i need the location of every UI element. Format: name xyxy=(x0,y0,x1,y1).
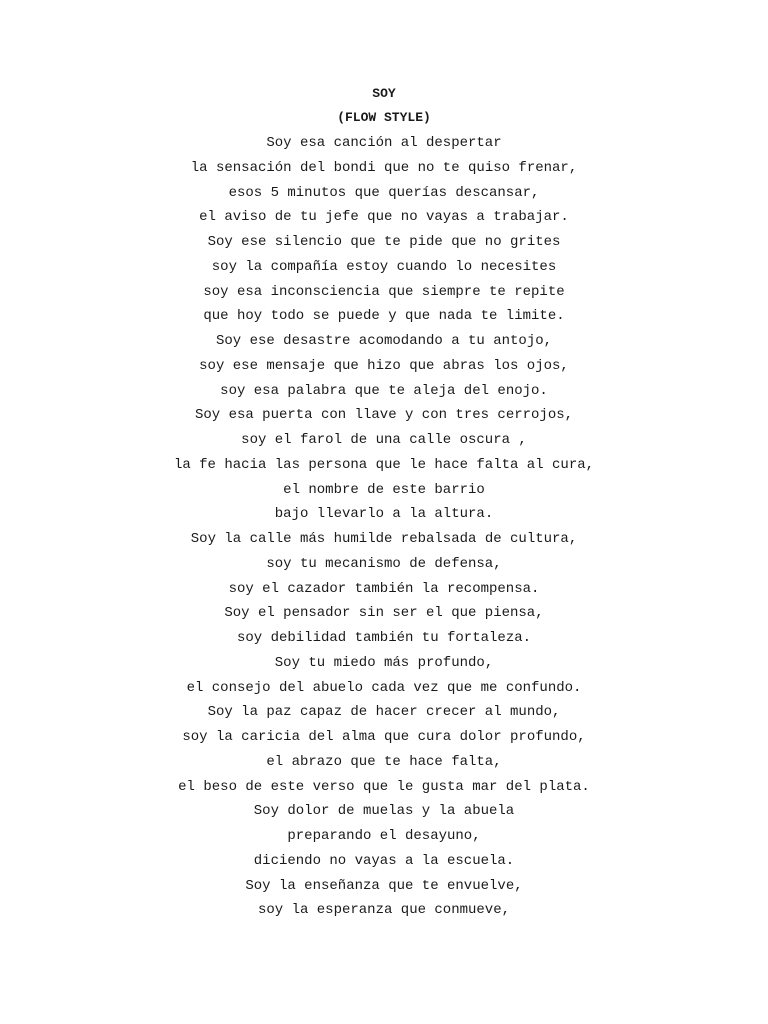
lyric-line: Soy esa canción al despertar xyxy=(266,135,502,151)
lyric-line: el aviso de tu jefe que no vayas a trabajar. xyxy=(199,209,569,226)
lyric-line: soy el cazador también la recompensa. xyxy=(228,580,540,597)
lyric-line: soy el farol de una calle oscura , xyxy=(241,432,527,448)
lyric-line: Soy dolor de muelas y la abuela xyxy=(253,803,515,820)
lyric-line: Soy ese silencio que te pide que no grites xyxy=(207,234,561,250)
lyric-line: Soy la paz capaz de hacer crecer al mundo, xyxy=(207,704,561,721)
lyric-line: el beso de este verso que le gusta mar del plata. xyxy=(178,778,590,795)
lyric-line: bajo llevarlo a la altura. xyxy=(274,506,494,523)
lyric-line: el nombre de este barrio xyxy=(283,481,485,498)
lyric-line: soy la esperanza que conmueve, xyxy=(257,902,511,919)
lyric-line: soy esa palabra que te aleja del enojo. xyxy=(220,382,548,399)
lyric-line: el consejo del abuelo cada vez que me confundo. xyxy=(186,679,582,696)
lyric-line: Soy tu miedo más profundo, xyxy=(274,654,494,671)
lyric-line: Soy la enseñanza que te envuelve, xyxy=(245,877,523,894)
lyric-line: la fe hacia las persona que le hace falta al cura, xyxy=(173,456,595,473)
lyric-line: Soy el pensador sin ser el que piensa, xyxy=(224,605,544,622)
lyric-line: soy esa inconsciencia que siempre te repite xyxy=(203,283,565,300)
lyric-line: la sensación del bondi que no te quiso frenar, xyxy=(190,159,578,176)
lyrics-body xyxy=(0,131,768,923)
document-subtitle: (FLOW STYLE) xyxy=(337,110,431,125)
lyric-line: soy la caricia del alma que cura dolor profundo, xyxy=(182,729,586,745)
lyric-line: diciendo no vayas a la escuela. xyxy=(253,852,515,869)
lyric-line: Soy ese desastre acomodando a tu antojo, xyxy=(215,333,553,349)
lyric-line: soy debilidad también tu fortaleza. xyxy=(236,630,532,646)
lyric-line: preparando el desayuno, xyxy=(287,828,481,844)
document-page xyxy=(0,82,768,923)
lyric-line: soy ese mensaje que hizo que abras los ojos, xyxy=(199,357,569,374)
lyric-line: esos 5 minutos que querías descansar, xyxy=(228,184,540,201)
document-title: SOY xyxy=(372,86,396,101)
lyric-line: Soy esa puerta con llave y con tres cerrojos, xyxy=(194,407,574,424)
lyric-line: soy tu mecanismo de defensa, xyxy=(266,555,502,572)
lyric-line: el abrazo que te hace falta, xyxy=(266,753,502,770)
lyric-line: Soy la calle más humilde rebalsada de cultura, xyxy=(190,531,578,547)
lyric-line: soy la compañía estoy cuando lo necesites xyxy=(211,258,557,275)
lyric-line: que hoy todo se puede y que nada te limite. xyxy=(203,308,565,325)
